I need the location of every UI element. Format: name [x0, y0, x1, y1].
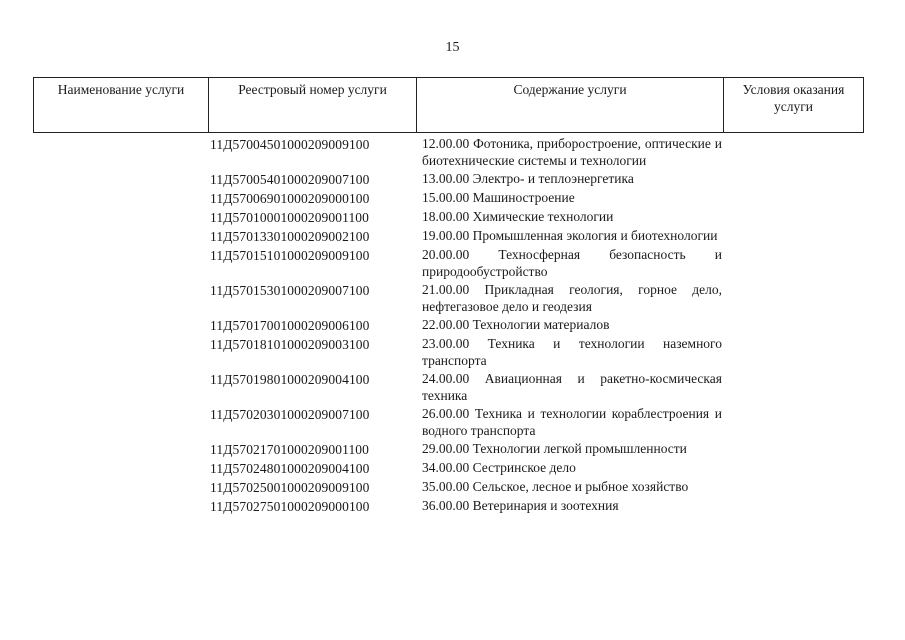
table-body	[0, 134, 905, 515]
registry-number-cell: 11Д57019801000209004100	[210, 372, 370, 387]
registry-number-cell: 11Д57005401000209007100	[210, 172, 370, 187]
service-content-cell: 19.00.00 Промышленная экология и биотехнологии	[422, 228, 718, 243]
header-registry-number: Реестровый номер услуги	[209, 78, 417, 133]
table-row	[0, 245, 905, 280]
registry-number-cell: 11Д57010001000209001100	[210, 210, 370, 225]
table-row	[0, 188, 905, 207]
registry-number-cell: 11Д57024801000209004100	[210, 461, 370, 476]
table-row	[0, 169, 905, 188]
header-service-name: Наименование услуги	[34, 78, 209, 133]
table-header	[33, 77, 864, 133]
service-content-cell: 23.00.00 Техника и технологии наземного транспорта	[422, 336, 722, 368]
service-content-cell: 29.00.00 Технологии легкой промышленности	[422, 441, 687, 456]
service-content-cell: 36.00.00 Ветеринария и зоотехния	[422, 498, 619, 513]
registry-number-cell: 11Д57020301000209007100	[210, 407, 370, 422]
service-content-cell: 20.00.00 Техносферная безопасность и природообустройство	[422, 247, 722, 279]
service-content-cell: 35.00.00 Сельское, лесное и рыбное хозяйство	[422, 479, 689, 494]
service-content-cell: 13.00.00 Электро- и теплоэнергетика	[422, 171, 634, 186]
registry-number-cell: 11Д57025001000209009100	[210, 480, 370, 495]
registry-number-cell: 11Д57004501000209009100	[210, 137, 370, 152]
table-row	[0, 280, 905, 315]
registry-number-cell: 11Д57021701000209001100	[210, 442, 370, 457]
service-content-cell: 22.00.00 Технологии материалов	[422, 317, 610, 332]
registry-number-cell: 11Д57015101000209009100	[210, 248, 370, 263]
registry-number-cell: 11Д57018101000209003100	[210, 337, 370, 352]
table-row	[0, 315, 905, 334]
table-row	[0, 458, 905, 477]
table-row	[0, 439, 905, 458]
table-row	[0, 369, 905, 404]
registry-number-cell: 11Д57015301000209007100	[210, 283, 370, 298]
service-content-cell: 12.00.00 Фотоника, приборостроение, оптические и биотехнические системы и технологии	[422, 136, 722, 168]
service-content-cell: 24.00.00 Авиационная и ракетно-космическая техника	[422, 371, 722, 403]
service-content-cell: 18.00.00 Химические технологии	[422, 209, 614, 224]
registry-number-cell: 11Д57013301000209002100	[210, 229, 370, 244]
table-row	[0, 334, 905, 369]
registry-number-cell: 11Д57027501000209000100	[210, 499, 370, 514]
header-service-content: Содержание услуги	[417, 78, 724, 133]
table-row	[0, 477, 905, 496]
table-row	[0, 496, 905, 515]
service-content-cell: 26.00.00 Техника и технологии кораблестроения и водного транспорта	[422, 406, 722, 438]
table-row	[0, 226, 905, 245]
page-number: 15	[445, 40, 460, 55]
table-row	[0, 134, 905, 169]
service-content-cell: 15.00.00 Машиностроение	[422, 190, 575, 205]
table-row	[0, 404, 905, 439]
header-service-conditions: Условия оказания услуги	[724, 78, 864, 133]
service-content-cell: 34.00.00 Сестринское дело	[422, 460, 576, 475]
service-content-cell: 21.00.00 Прикладная геология, горное дело, нефтегазовое дело и геодезия	[422, 282, 722, 314]
registry-number-cell: 11Д57017001000209006100	[210, 318, 370, 333]
table-row	[0, 207, 905, 226]
registry-number-cell: 11Д57006901000209000100	[210, 191, 370, 206]
